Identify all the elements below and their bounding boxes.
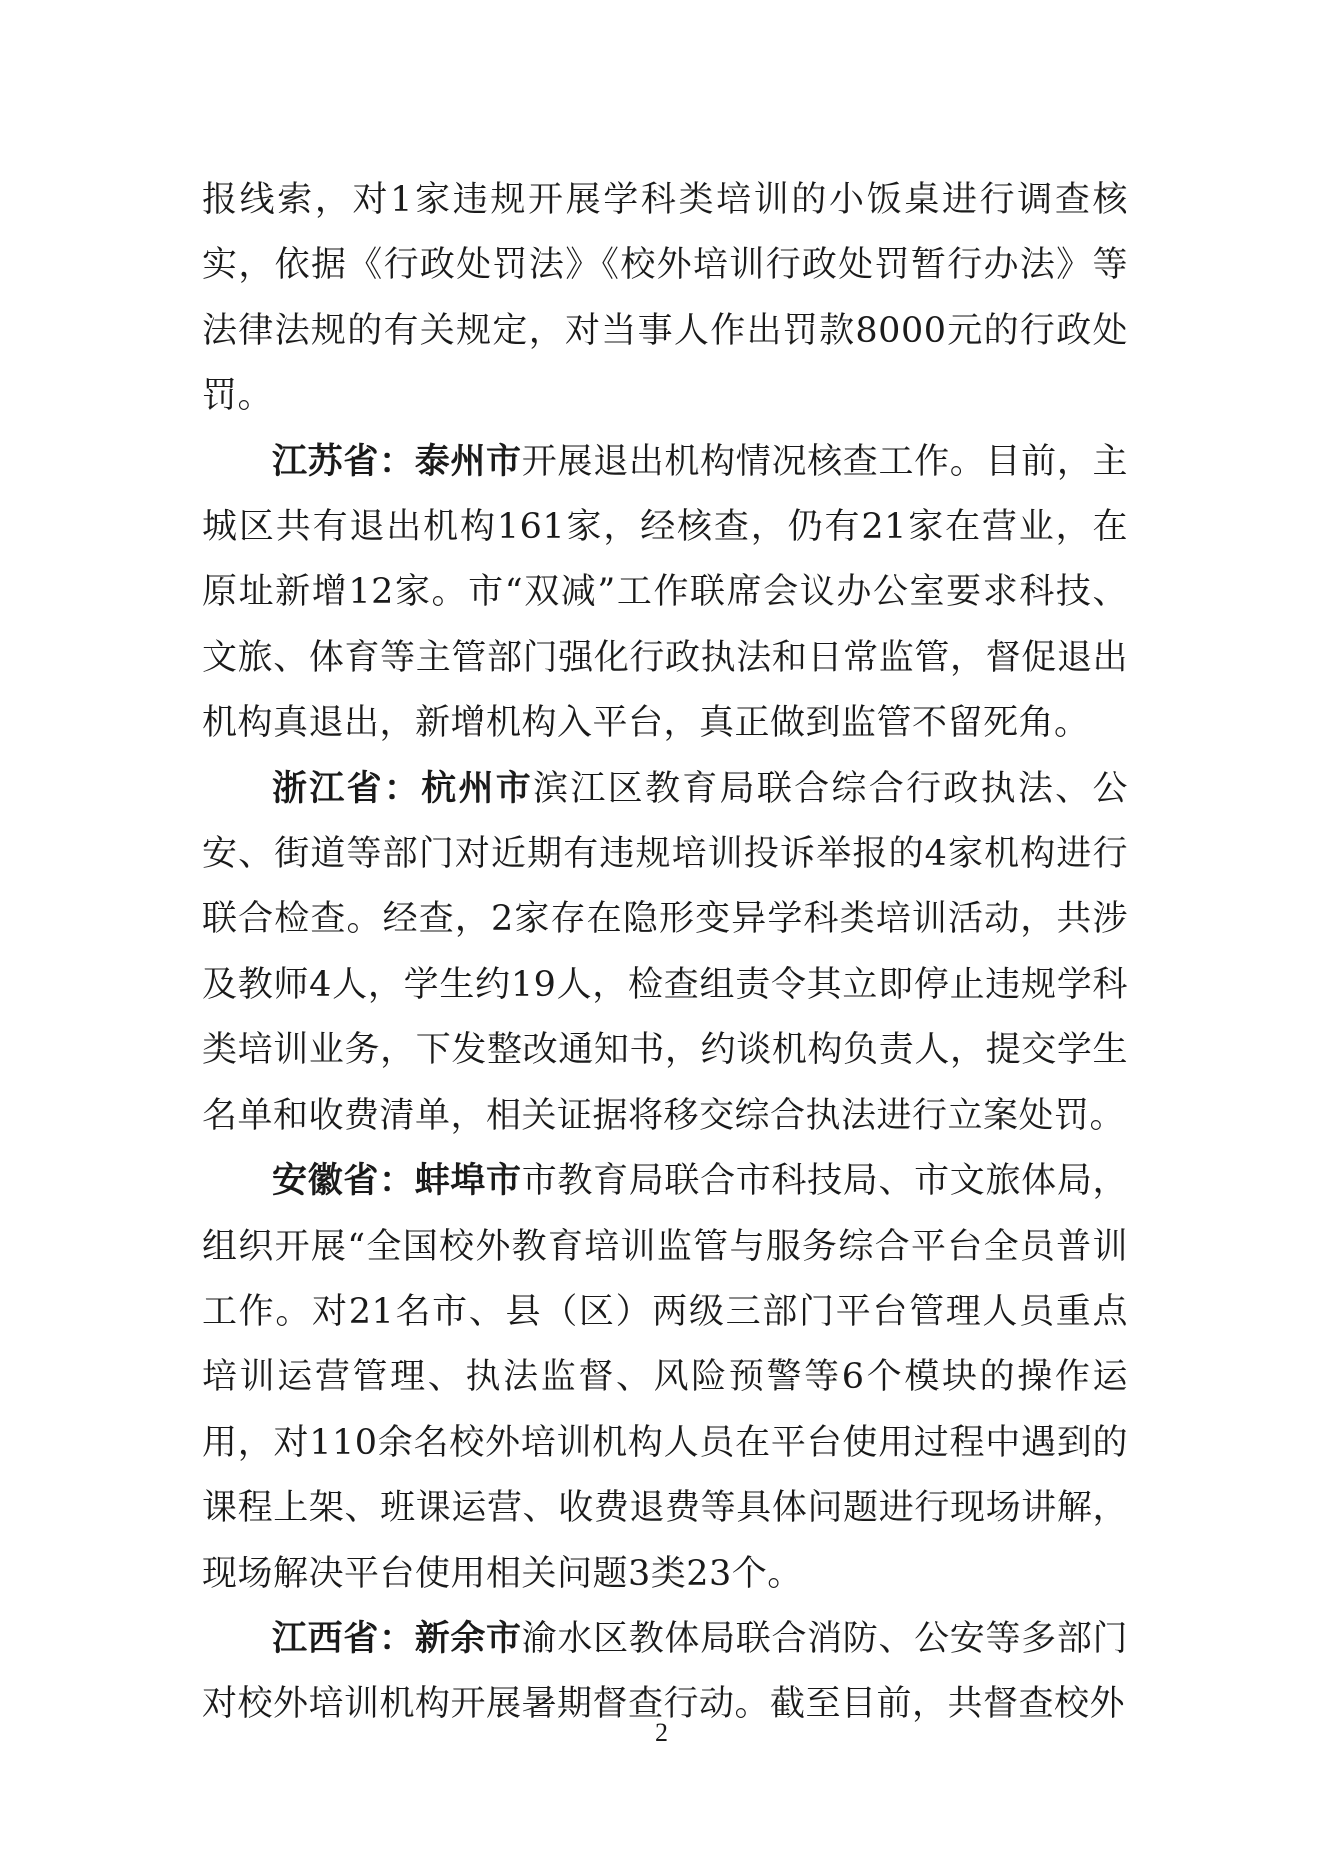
city-label: 杭州市 <box>421 768 534 809</box>
province-label: 安徽省： <box>272 1161 415 1202</box>
paragraph-zhejiang <box>202 757 1128 1149</box>
paragraph-anhui <box>202 1149 1128 1607</box>
paragraph-text: 市教育局联合市科技局、市文旅体局，组织开展“全国校外教育培训监管与服务综合平台全员普训工作。对21名市、县（区）两级三部门平台管理人员重点培训运营管理、执法监督、风险预警等6个模块的操作运用，对110余名校外培训机构人员在平台使用过程中遇到的课程上架、班课运营、收费退费等具体问题进行现场讲解，现场解决平台使用相关问题3类23个。 <box>202 1161 1128 1594</box>
paragraph-text: 渝水区教体局联合消防、公安等多部门对校外培训机构开展暑期督查行动。截至目前，共督查校外 <box>202 1618 1128 1725</box>
paragraph-text: 报线索，对1家违规开展学科类培训的小饭桌进行调查核实，依据《行政处罚法》《校外培训行政处罚暂行办法》等法律法规的有关规定，对当事人作出罚款8000元的行政处罚。 <box>202 180 1128 417</box>
page-number: 2 <box>655 1718 668 1747</box>
paragraph-1 <box>202 168 1128 430</box>
paragraph-text: 开展退出机构情况核查工作。目前，主城区共有退出机构161家，经核查，仍有21家在营业，在原址新增12家。市“双减”工作联席会议办公室要求科技、文旅、体育等主管部门强化行政执法和日常监管，督促退出机构真退出，新增机构入平台，真正做到监管不留死角。 <box>202 441 1128 744</box>
province-label: 浙江省： <box>272 768 422 809</box>
city-label: 新余市 <box>414 1618 522 1659</box>
paragraph-text: 滨江区教育局联合综合行政执法、公安、街道等部门对近期有违规培训投诉举报的4家机构进行联合检查。经查，2家存在隐形变异学科类培训活动，共涉及教师4人，学生约19人，检查组责令其立即停止违规学科类培训业务，下发整改通知书，约谈机构负责人，提交学生名单和收费清单，相关证据将移交综合执法进行立案处罚。 <box>202 768 1128 1136</box>
province-label: 江苏省： <box>272 441 415 482</box>
paragraph-jiangsu <box>202 430 1128 757</box>
city-label: 泰州市 <box>414 441 522 482</box>
document-body <box>202 168 1128 1738</box>
city-label: 蚌埠市 <box>414 1161 522 1202</box>
province-label: 江西省： <box>272 1618 415 1659</box>
